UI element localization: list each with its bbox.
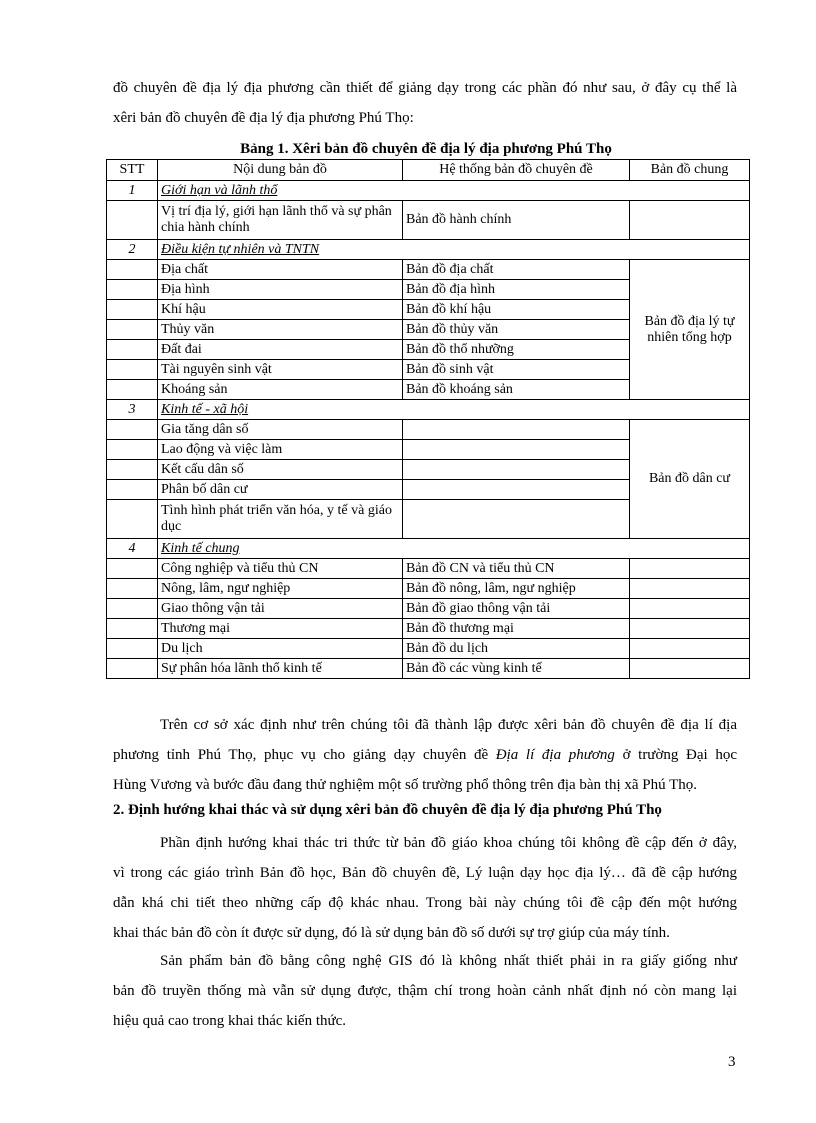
content-cell: Nông, lâm, ngư nghiệp [158, 579, 403, 599]
map-cell: Bản đồ khí hậu [403, 300, 630, 320]
text-run: ở trường Đại học [614, 747, 737, 763]
stt-cell [107, 340, 158, 360]
map-cell: Bản đồ thương mại [403, 619, 630, 639]
text-line: dẫn khá chi tiết theo những cấp độ khác nhau. Trong bài này chúng tôi đề cập đến một hướng [113, 895, 737, 911]
header-general-map: Bản đồ chung [630, 160, 750, 181]
content-cell: Kết cấu dân số [158, 460, 403, 480]
stt-cell [107, 380, 158, 400]
stt-cell [107, 579, 158, 599]
stt-cell [107, 480, 158, 500]
content-cell: Giao thông vận tải [158, 599, 403, 619]
map-cell: Bản đồ du lịch [403, 639, 630, 659]
table-row [107, 559, 750, 579]
section-row [107, 400, 750, 420]
map-cell: Bản đồ địa hình [403, 280, 630, 300]
section-number: 4 [107, 539, 158, 559]
stt-cell [107, 420, 158, 440]
table-caption: Bảng 1. Xêri bản đồ chuyên đề địa lý địa phương Phú Thọ [240, 141, 612, 157]
map-cell [403, 420, 630, 440]
stt-cell [107, 280, 158, 300]
content-cell: Lao động và việc làm [158, 440, 403, 460]
table-row [107, 639, 750, 659]
content-cell: Công nghiệp và tiểu thủ CN [158, 559, 403, 579]
general-map-cell [630, 559, 750, 579]
table-row [107, 619, 750, 639]
header-thematic-maps: Hệ thống bản đồ chuyên đề [403, 160, 630, 181]
paragraph-3 [113, 946, 737, 1036]
section-title: Giới hạn và lãnh thổ [158, 181, 750, 201]
table-row [107, 599, 750, 619]
map-cell: Bản đồ thổ nhưỡng [403, 340, 630, 360]
stt-cell [107, 559, 158, 579]
stt-cell [107, 260, 158, 280]
table-row [107, 579, 750, 599]
table-row [107, 420, 750, 440]
content-cell: Tài nguyên sinh vật [158, 360, 403, 380]
map-cell: Bản đồ CN và tiểu thủ CN [403, 559, 630, 579]
content-cell: Thủy văn [158, 320, 403, 340]
text-line: Sản phẩm bản đồ bằng công nghệ GIS đó là không nhất thiết phải in ra giấy giống như [160, 953, 737, 969]
map-cell [403, 460, 630, 480]
paragraph-2 [113, 828, 737, 948]
table-row [107, 201, 750, 240]
stt-cell [107, 659, 158, 679]
stt-cell [107, 460, 158, 480]
content-cell: Khoáng sản [158, 380, 403, 400]
general-map-cell [630, 659, 750, 679]
text-line [113, 740, 737, 770]
stt-cell [107, 440, 158, 460]
content-cell: Vị trí địa lý, giới hạn lãnh thổ và sự phân chia hành chính [158, 201, 403, 240]
map-cell: Bản đồ sinh vật [403, 360, 630, 380]
stt-cell [107, 500, 158, 539]
content-cell: Phân bố dân cư [158, 480, 403, 500]
stt-cell [107, 360, 158, 380]
stt-cell [107, 639, 158, 659]
section-number: 2 [107, 240, 158, 260]
stt-cell [107, 300, 158, 320]
text-line: Hùng Vương và bước đầu đang thử nghiệm một số trường phổ thông trên địa bàn thị xã Phú Thọ. [113, 777, 698, 793]
map-cell: Bản đồ khoáng sản [403, 380, 630, 400]
text-line: Trên cơ sở xác định như trên chúng tôi đã thành lập được xêri bản đồ chuyên đề địa lí địa [160, 717, 737, 733]
map-series-table [106, 159, 750, 679]
intro-paragraph [113, 73, 737, 133]
section-row [107, 181, 750, 201]
stt-cell [107, 599, 158, 619]
table-row [107, 260, 750, 280]
content-cell: Tình hình phát triển văn hóa, y tế và giáo dục [158, 500, 403, 539]
map-cell [403, 480, 630, 500]
section-row [107, 240, 750, 260]
content-cell: Địa hình [158, 280, 403, 300]
content-cell: Đất đai [158, 340, 403, 360]
map-cell: Bản đồ nông, lâm, ngư nghiệp [403, 579, 630, 599]
text-line: bản đồ truyền thống mà vẫn sử dụng được, thậm chí trong hoàn cảnh nhất định nó còn mang lại [113, 983, 737, 999]
section-heading: 2. Định hướng khai thác và sử dụng xêri bản đồ chuyên đề địa lý địa phương Phú Thọ [113, 802, 662, 818]
general-map-cell [630, 201, 750, 240]
after-table-paragraph [113, 710, 737, 800]
header-content: Nội dung bản đồ [158, 160, 403, 181]
section-number: 1 [107, 181, 158, 201]
content-cell: Thương mại [158, 619, 403, 639]
map-cell [403, 500, 630, 539]
table-row [107, 659, 750, 679]
content-cell: Khí hậu [158, 300, 403, 320]
general-map-cell [630, 619, 750, 639]
content-cell: Sự phân hóa lãnh thổ kinh tế [158, 659, 403, 679]
stt-cell [107, 320, 158, 340]
text-line: khai thác bản đồ còn ít được sử dụng, đó là sử dụng bản đồ số dưới sự trợ giúp của máy tính. [113, 925, 670, 941]
map-cell: Bản đồ địa chất [403, 260, 630, 280]
text-line: đồ chuyên đề địa lý địa phương cần thiết để giảng dạy trong các phần đó như sau, ở đây cụ thể là [113, 80, 737, 96]
section-row [107, 539, 750, 559]
content-cell: Du lịch [158, 639, 403, 659]
stt-cell [107, 619, 158, 639]
map-cell [403, 440, 630, 460]
page-number: 3 [728, 1054, 736, 1070]
text-line: Phần định hướng khai thác tri thức từ bản đồ giáo khoa chúng tôi không đề cập đến ở đây, [160, 835, 737, 851]
table-header-row [107, 160, 750, 181]
text-line: xêri bản đồ chuyên đề địa lý địa phương Phú Thọ: [113, 110, 414, 126]
map-cell: Bản đồ hành chính [403, 201, 630, 240]
section-title: Kinh tế chung [158, 539, 750, 559]
section-number: 3 [107, 400, 158, 420]
content-cell: Gia tăng dân số [158, 420, 403, 440]
map-cell: Bản đồ giao thông vận tải [403, 599, 630, 619]
general-map-cell [630, 639, 750, 659]
map-cell: Bản đồ thủy văn [403, 320, 630, 340]
stt-cell [107, 201, 158, 240]
general-map-cell: Bản đồ dân cư [630, 420, 750, 539]
text-line: hiệu quả cao trong khai thác kiến thức. [113, 1013, 347, 1029]
general-map-cell [630, 599, 750, 619]
section-title: Điều kiện tự nhiên và TNTN [158, 240, 750, 260]
content-cell: Địa chất [158, 260, 403, 280]
map-cell: Bản đồ các vùng kinh tế [403, 659, 630, 679]
header-stt: STT [107, 160, 158, 181]
emphasis-text: Địa lí địa phương [495, 747, 615, 763]
general-map-cell [630, 579, 750, 599]
text-line: vì trong các giáo trình Bản đồ học, Bản đồ chuyên đề, Lý luận dạy học địa lý… đã đề cập hướng [113, 865, 737, 881]
section-title: Kinh tế - xã hội [158, 400, 750, 420]
text-run: phương tỉnh Phú Thọ, phục vụ cho giảng dạy chuyên đề [113, 747, 496, 763]
general-map-cell: Bản đồ địa lý tự nhiên tổng hợp [630, 260, 750, 400]
